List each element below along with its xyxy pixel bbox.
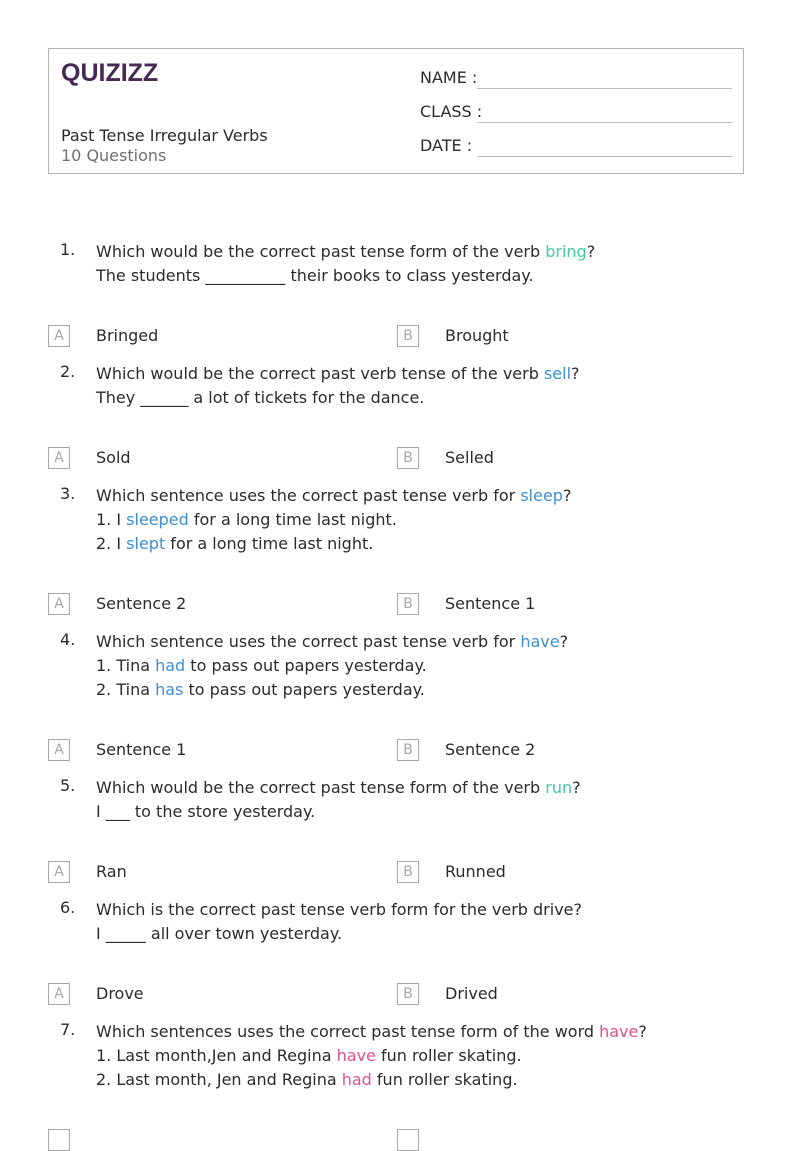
text-segment: Which sentence uses the correct past tense verb for xyxy=(96,632,521,651)
option-b-box[interactable]: B xyxy=(397,593,419,615)
question-line xyxy=(96,362,580,386)
question-line xyxy=(96,240,595,264)
question-number: 3. xyxy=(60,484,76,503)
text-segment: 1. Tina xyxy=(96,656,156,675)
quizizz-logo xyxy=(61,59,159,87)
text-segment: Which would be the correct past tense form of the verb xyxy=(96,242,546,261)
option-a-box[interactable] xyxy=(48,1129,70,1151)
date-label: DATE : xyxy=(420,136,473,155)
name-label: NAME : xyxy=(420,68,478,87)
class-field[interactable] xyxy=(420,102,483,121)
name-line[interactable] xyxy=(477,88,732,89)
option-a-box[interactable]: A xyxy=(48,593,70,615)
text-segment: for a long time last night. xyxy=(165,534,374,553)
date-field[interactable] xyxy=(420,136,476,155)
option-b-text: Runned xyxy=(445,862,506,881)
question-number: 7. xyxy=(60,1020,76,1039)
text-segment: fun roller skating. xyxy=(375,1046,522,1065)
highlighted-word: bring xyxy=(545,242,587,261)
option-a-box[interactable]: A xyxy=(48,861,70,883)
text-segment: Which sentences uses the correct past tense form of the word xyxy=(96,1022,600,1041)
option-b-text: Sentence 2 xyxy=(445,740,536,759)
question-number: 1. xyxy=(60,240,76,259)
text-segment: 2. I xyxy=(96,534,127,553)
question-text xyxy=(96,898,582,946)
worksheet-title: Past Tense Irregular Verbs xyxy=(61,126,268,145)
text-segment: 1. Last month,Jen and Regina xyxy=(96,1046,337,1065)
question-number: 6. xyxy=(60,898,76,917)
question-number: 4. xyxy=(60,630,76,649)
option-a-text: Bringed xyxy=(96,326,159,345)
question-text xyxy=(96,776,581,824)
option-b-text: Brought xyxy=(445,326,509,345)
question-number: 5. xyxy=(60,776,76,795)
logo-wordmark: QUIZIZZ xyxy=(61,59,159,87)
option-b-text: Sentence 1 xyxy=(445,594,536,613)
highlighted-word: have xyxy=(599,1022,639,1041)
date-line[interactable] xyxy=(477,156,732,157)
question-line xyxy=(96,922,582,946)
question-line xyxy=(96,1044,647,1068)
text-segment: 2. Last month, Jen and Regina xyxy=(96,1070,342,1089)
question-line xyxy=(96,386,580,410)
question-line xyxy=(96,532,571,556)
text-segment: They ______ a lot of tickets for the dance. xyxy=(96,388,425,407)
option-b-box[interactable]: B xyxy=(397,983,419,1005)
question-text xyxy=(96,362,580,410)
option-a-box[interactable]: A xyxy=(48,983,70,1005)
highlighted-word: sell xyxy=(543,364,572,383)
option-a-text: Ran xyxy=(96,862,127,881)
highlighted-word: sleeped xyxy=(126,510,189,529)
text-segment: to pass out papers yesterday. xyxy=(183,680,425,699)
text-segment: The students __________ their books to class yesterday. xyxy=(96,266,534,285)
text-segment: ? xyxy=(572,778,581,797)
question-line xyxy=(96,484,571,508)
highlighted-word: sleep xyxy=(520,486,563,505)
question-line xyxy=(96,1068,647,1092)
option-b-box[interactable]: B xyxy=(397,447,419,469)
highlighted-word: have xyxy=(520,632,560,651)
class-label: CLASS : xyxy=(420,102,483,121)
question-text xyxy=(96,630,568,702)
option-b-text: Selled xyxy=(445,448,494,467)
question-number: 2. xyxy=(60,362,76,381)
highlighted-word: run xyxy=(545,778,573,797)
text-segment: ? xyxy=(571,364,580,383)
option-a-box[interactable]: A xyxy=(48,447,70,469)
question-line xyxy=(96,264,595,288)
option-b-box[interactable] xyxy=(397,1129,419,1151)
question-text xyxy=(96,1020,647,1092)
text-segment: fun roller skating. xyxy=(371,1070,518,1089)
option-b-box[interactable]: B xyxy=(397,861,419,883)
highlighted-word: have xyxy=(336,1046,376,1065)
text-segment: Which sentence uses the correct past tense verb for xyxy=(96,486,521,505)
highlighted-word: slept xyxy=(126,534,166,553)
worksheet-header xyxy=(48,48,744,174)
highlighted-word: had xyxy=(341,1070,372,1089)
name-field[interactable] xyxy=(420,68,476,87)
text-segment: Which is the correct past tense verb form for the verb drive? xyxy=(96,900,582,919)
option-a-text: Sold xyxy=(96,448,131,467)
question-line xyxy=(96,1020,647,1044)
text-segment: ? xyxy=(586,242,596,261)
highlighted-word: had xyxy=(155,656,186,675)
option-a-text: Sentence 2 xyxy=(96,594,187,613)
text-segment: I _____ all over town yesterday. xyxy=(96,924,343,943)
question-text xyxy=(96,240,595,288)
question-line xyxy=(96,630,568,654)
option-a-text: Sentence 1 xyxy=(96,740,187,759)
text-segment: 1. I xyxy=(96,510,127,529)
option-a-text: Drove xyxy=(96,984,144,1003)
text-segment: to pass out papers yesterday. xyxy=(185,656,427,675)
option-b-box[interactable]: B xyxy=(397,739,419,761)
option-a-box[interactable]: A xyxy=(48,739,70,761)
question-line xyxy=(96,898,582,922)
text-segment: I ___ to the store yesterday. xyxy=(96,802,316,821)
option-a-box[interactable]: A xyxy=(48,325,70,347)
text-segment: for a long time last night. xyxy=(188,510,397,529)
question-line xyxy=(96,678,568,702)
option-b-text: Drived xyxy=(445,984,498,1003)
question-text xyxy=(96,484,571,556)
question-line xyxy=(96,776,581,800)
question-line xyxy=(96,654,568,678)
question-line xyxy=(96,800,581,824)
text-segment: ? xyxy=(638,1022,647,1041)
text-segment: Which would be the correct past tense form of the verb xyxy=(96,778,546,797)
question-count: 10 Questions xyxy=(61,146,167,165)
text-segment: ? xyxy=(562,486,572,505)
text-segment: ? xyxy=(559,632,569,651)
highlighted-word: has xyxy=(155,680,184,699)
class-line[interactable] xyxy=(477,122,732,123)
text-segment: 2. Tina xyxy=(96,680,156,699)
option-b-box[interactable]: B xyxy=(397,325,419,347)
question-line xyxy=(96,508,571,532)
text-segment: Which would be the correct past verb tense of the verb xyxy=(96,364,544,383)
